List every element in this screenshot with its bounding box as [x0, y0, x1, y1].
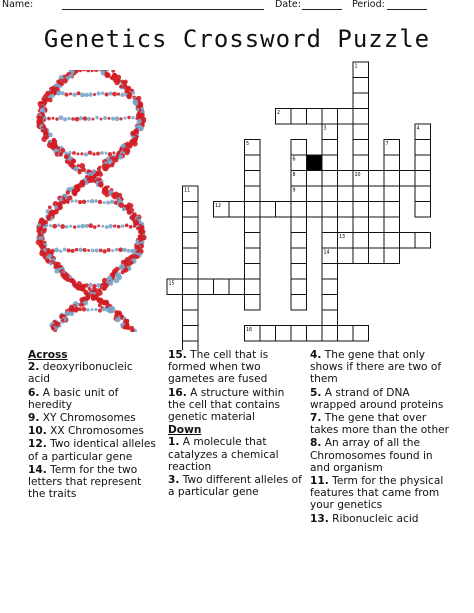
- grid-cell[interactable]: [338, 109, 354, 125]
- grid-cell[interactable]: [183, 233, 199, 249]
- grid-cell[interactable]: [400, 233, 416, 249]
- grid-cell[interactable]: [322, 295, 338, 311]
- grid-cell[interactable]: [369, 171, 385, 187]
- clue-item: 8. An array of all the Chromosomes found in and organism: [310, 437, 433, 474]
- clue-number: 4: [416, 126, 420, 132]
- clue-list-col2-across: [168, 349, 304, 423]
- grid-cell[interactable]: [353, 140, 369, 156]
- grid-cell[interactable]: [322, 326, 338, 342]
- clue-item: 16. A structure within the cell that contains genetic material: [168, 386, 285, 424]
- grid-cell-shaded: [307, 155, 323, 171]
- grid-cell[interactable]: [245, 155, 261, 171]
- grid-cell[interactable]: [415, 186, 431, 202]
- clue-number: 3: [323, 126, 327, 132]
- grid-cell[interactable]: [291, 109, 307, 125]
- grid-cell[interactable]: [183, 248, 199, 264]
- grid-cell[interactable]: [183, 217, 199, 233]
- grid-cell[interactable]: [183, 326, 199, 342]
- grid-cell[interactable]: [415, 202, 431, 218]
- grid-cell[interactable]: [245, 217, 261, 233]
- clue-number: 10: [354, 173, 361, 178]
- clue-list-col1: [28, 361, 156, 500]
- grid-cell[interactable]: [245, 295, 261, 311]
- clue-item: 6. A basic unit of heredity: [28, 386, 119, 411]
- grid-cell[interactable]: [183, 202, 199, 218]
- clue-number: 14: [323, 250, 330, 256]
- grid-cell[interactable]: [384, 248, 400, 264]
- grid-cell[interactable]: [384, 155, 400, 171]
- grid-cell[interactable]: [183, 295, 199, 311]
- grid-cell[interactable]: [338, 326, 354, 342]
- clue-list-col2-down: [168, 436, 304, 498]
- grid-cell[interactable]: [353, 186, 369, 202]
- grid-cell[interactable]: [245, 248, 261, 264]
- grid-cell[interactable]: [322, 217, 338, 233]
- grid-cell[interactable]: [307, 202, 323, 218]
- grid-cell[interactable]: [353, 326, 369, 342]
- grid-cell[interactable]: [307, 109, 323, 125]
- grid-cell[interactable]: [322, 109, 338, 125]
- clue-item: 9. XY Chromosomes: [28, 412, 136, 425]
- grid-cell[interactable]: [229, 279, 245, 295]
- grid-cell[interactable]: [322, 155, 338, 171]
- grid-cell[interactable]: [245, 264, 261, 280]
- grid-cell[interactable]: [322, 233, 338, 249]
- grid-cell[interactable]: [291, 140, 307, 156]
- grid-cell[interactable]: [353, 93, 369, 109]
- grid-cell[interactable]: [415, 155, 431, 171]
- grid-cell[interactable]: [353, 248, 369, 264]
- grid-cell[interactable]: [322, 279, 338, 295]
- grid-cell[interactable]: [322, 310, 338, 326]
- down-heading: Down: [168, 424, 202, 437]
- grid-cell[interactable]: [291, 248, 307, 264]
- grid-cell[interactable]: [353, 124, 369, 140]
- clue-number: 11: [184, 188, 191, 194]
- clue-item: 7. The gene that over takes more than the other: [310, 412, 450, 437]
- clue-number: 2: [277, 111, 281, 116]
- clue-number: 1: [354, 64, 358, 70]
- grid-cell[interactable]: [198, 279, 214, 295]
- grid-cell[interactable]: [307, 326, 323, 342]
- period-label: Period:: [352, 0, 385, 10]
- grid-cell[interactable]: [353, 217, 369, 233]
- clue-item: 13. Ribonucleic acid: [310, 512, 419, 525]
- grid-cell[interactable]: [369, 202, 385, 218]
- grid-cell[interactable]: [291, 279, 307, 295]
- grid-cell[interactable]: [245, 233, 261, 249]
- grid-cell[interactable]: [353, 78, 369, 94]
- grid-cell[interactable]: [384, 202, 400, 218]
- grid-cell[interactable]: [400, 171, 416, 187]
- clue-number: 12: [215, 204, 222, 209]
- clue-item: 4. The gene that only shows if there are two of them: [310, 349, 442, 386]
- grid-cell[interactable]: [415, 233, 431, 249]
- clue-number: 13: [339, 235, 346, 240]
- grid-cell[interactable]: [245, 202, 261, 218]
- grid-cell[interactable]: [415, 171, 431, 187]
- grid-cell[interactable]: [415, 140, 431, 156]
- grid-cell[interactable]: [369, 233, 385, 249]
- grid-cell[interactable]: [245, 186, 261, 202]
- grid-cell[interactable]: [276, 202, 292, 218]
- grid-cell[interactable]: [353, 202, 369, 218]
- grid-cell[interactable]: [353, 109, 369, 125]
- grid-cell[interactable]: [183, 310, 199, 326]
- clue-item: 1. A molecule that catalyzes a chemical reaction: [168, 436, 279, 473]
- clue-number: 9: [292, 188, 296, 194]
- grid-cell[interactable]: [276, 326, 292, 342]
- clue-list-col3: [310, 349, 450, 525]
- clue-item: 12. Two identical alleles of a particular gene: [28, 438, 156, 463]
- name-label: Name:: [2, 0, 34, 10]
- grid-cell[interactable]: [291, 202, 307, 218]
- clue-column-3: [310, 349, 450, 526]
- clue-column-2: [168, 349, 304, 499]
- grid-cell[interactable]: [322, 264, 338, 280]
- grid-cell[interactable]: [307, 171, 323, 187]
- grid-cell[interactable]: [353, 233, 369, 249]
- clue-number: 16: [246, 328, 253, 333]
- clue-number: 7: [385, 142, 389, 147]
- clue-item: 10. XX Chromosomes: [28, 425, 144, 438]
- clue-item: 3. Two different alleles of a particular gene: [168, 474, 302, 499]
- across-heading: Across: [28, 349, 68, 361]
- grid-cell[interactable]: [260, 326, 276, 342]
- grid-cell[interactable]: [245, 279, 261, 295]
- date-label: Date:: [275, 0, 301, 10]
- grid-cell[interactable]: [229, 202, 245, 218]
- clue-item: 5. A strand of DNA wrapped around proteins: [310, 386, 444, 411]
- clue-number: 6: [292, 157, 296, 163]
- grid-cell[interactable]: [322, 171, 338, 187]
- grid-cell[interactable]: [338, 202, 354, 218]
- grid-cell[interactable]: [291, 217, 307, 233]
- clue-number: 15: [168, 281, 175, 287]
- grid-cell[interactable]: [245, 171, 261, 187]
- grid-cell[interactable]: [338, 248, 354, 264]
- clue-item: 2. deoxyribonucleic acid: [28, 361, 133, 386]
- clue-item: 14. Term for the two letters that represent the traits: [28, 463, 142, 501]
- clue-number: 8: [292, 173, 296, 178]
- grid-cell[interactable]: [291, 326, 307, 342]
- clue-number: 5: [246, 142, 250, 147]
- grid-cell[interactable]: [384, 186, 400, 202]
- grid-cell[interactable]: [183, 264, 199, 280]
- clue-column-1: [28, 349, 156, 501]
- grid-cell[interactable]: [322, 140, 338, 156]
- clue-item: 11. Term for the physical features that came from your genetics: [310, 475, 444, 512]
- grid-cell[interactable]: [291, 295, 307, 311]
- grid-cell[interactable]: [353, 155, 369, 171]
- grid-cell[interactable]: [322, 186, 338, 202]
- grid-cell[interactable]: [291, 264, 307, 280]
- grid-cell[interactable]: [214, 279, 230, 295]
- clue-item: 15. The cell that is formed when two gametes are fused: [168, 349, 269, 386]
- grid-cell[interactable]: [369, 248, 385, 264]
- grid-cell[interactable]: [384, 171, 400, 187]
- grid-cell[interactable]: [322, 202, 338, 218]
- grid-cell[interactable]: [384, 233, 400, 249]
- page-title: Genetics Crossword Puzzle: [43, 25, 431, 53]
- grid-cell[interactable]: [260, 202, 276, 218]
- grid-cell[interactable]: [291, 233, 307, 249]
- grid-cell[interactable]: [384, 217, 400, 233]
- grid-cell[interactable]: [183, 279, 199, 295]
- grid-cell[interactable]: [338, 171, 354, 187]
